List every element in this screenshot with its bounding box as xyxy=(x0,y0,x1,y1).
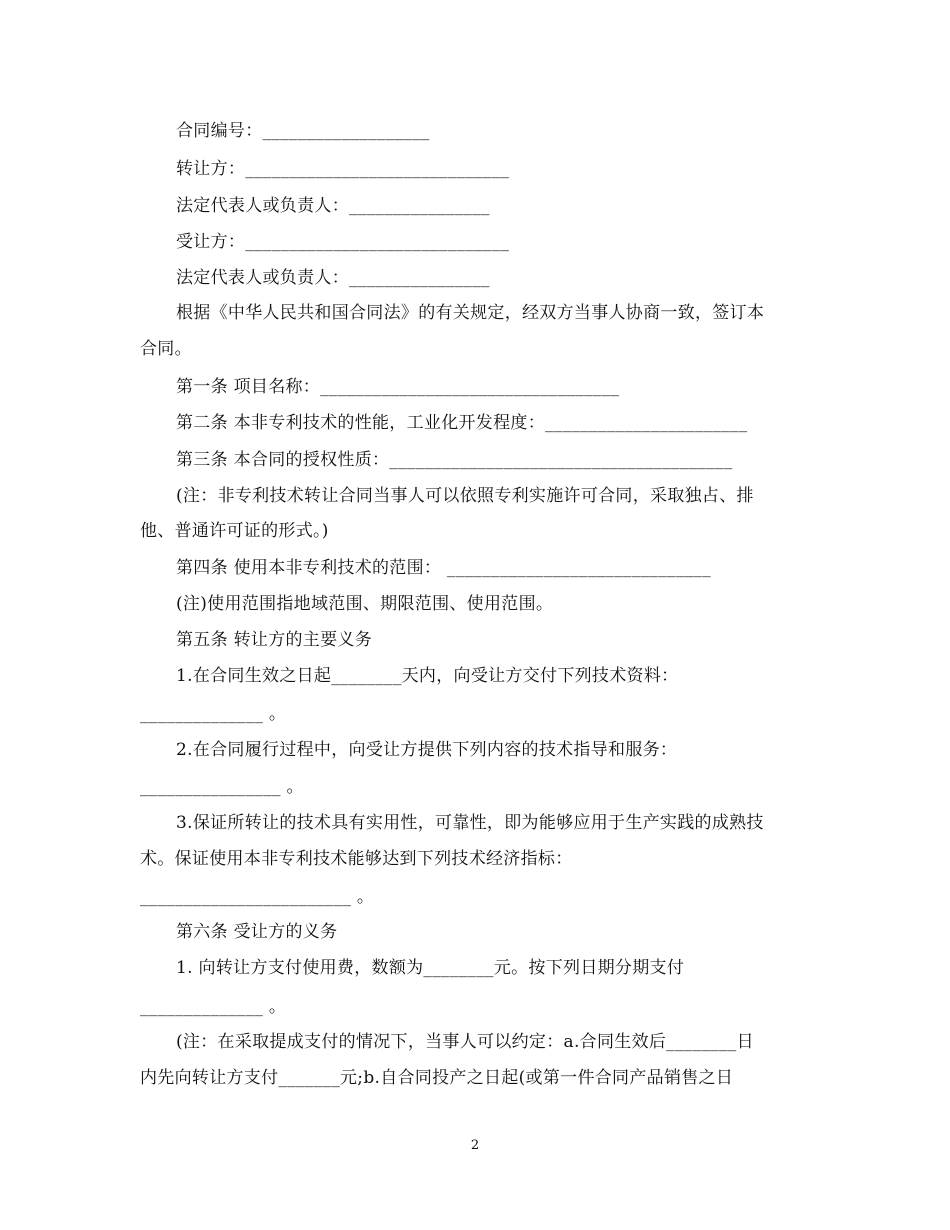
article-5-item-1-blank: ______________ 。 xyxy=(140,704,287,724)
article-5-item-2-blank: ________________ 。 xyxy=(140,777,304,797)
article-1-line: 第一条 项目名称：__________________________________ xyxy=(176,377,620,397)
note-1-line-2: 他、普通许可证的形式。) xyxy=(140,521,329,541)
transferor-line: 转让方：______________________________ xyxy=(176,159,510,179)
article-4-line: 第四条 使用本非专利技术的范围： ______________________________ xyxy=(176,558,711,578)
note-1-line-1: (注：非专利技术转让合同当事人可以依照专利实施许可合同，采取独占、排 xyxy=(176,486,754,506)
transferee-representative-line: 法定代表人或负责人：________________ xyxy=(176,268,490,288)
article-6-heading: 第六条 受让方的义务 xyxy=(176,922,338,942)
note-3-line-2: 内先向转让方支付_______元;b.自合同投产之日起(或第一件合同产品销售之日 xyxy=(140,1068,734,1088)
article-2-line: 第二条 本非专利技术的性能，工业化开发程度：_______________________ xyxy=(176,413,748,433)
preamble-line-1: 根据《中华人民共和国合同法》的有关规定，经双方当事人协商一致，签订本 xyxy=(176,303,765,323)
article-5-item-1: 1.在合同生效之日起________天内，向受让方交付下列技术资料： xyxy=(176,666,679,686)
contract-number-line: 合同编号：___________________ xyxy=(176,121,430,141)
article-5-item-2: 2.在合同履行过程中，向受让方提供下列内容的技术指导和服务： xyxy=(176,740,678,760)
transferee-line: 受让方：______________________________ xyxy=(176,232,510,252)
article-6-item-1: 1. 向转让方支付使用费，数额为________元。按下列日期分期支付 xyxy=(176,958,685,978)
article-5-item-3-line-2: 术。保证使用本非专利技术能够达到下列技术经济指标： xyxy=(140,849,573,869)
transferor-representative-line: 法定代表人或负责人：________________ xyxy=(176,196,490,216)
article-3-line: 第三条 本合同的授权性质：_______________________________________ xyxy=(176,450,733,470)
article-5-item-3-line-1: 3.保证所转让的技术具有实用性，可靠性，即为能够应用于生产实践的成熟技 xyxy=(176,813,764,833)
note-3-line-1: (注：在采取提成支付的情况下，当事人可以约定：a.合同生效后________日 xyxy=(176,1032,754,1052)
article-5-item-3-blank: ________________________ 。 xyxy=(140,887,375,907)
page-number: 2 xyxy=(470,1138,480,1153)
note-2-line: (注)使用范围指地域范围、期限范围、使用范围。 xyxy=(176,594,554,614)
article-6-item-1-blank: ______________ 。 xyxy=(140,997,287,1017)
preamble-line-2: 合同。 xyxy=(140,339,192,359)
article-5-heading: 第五条 转让方的主要义务 xyxy=(176,630,373,650)
